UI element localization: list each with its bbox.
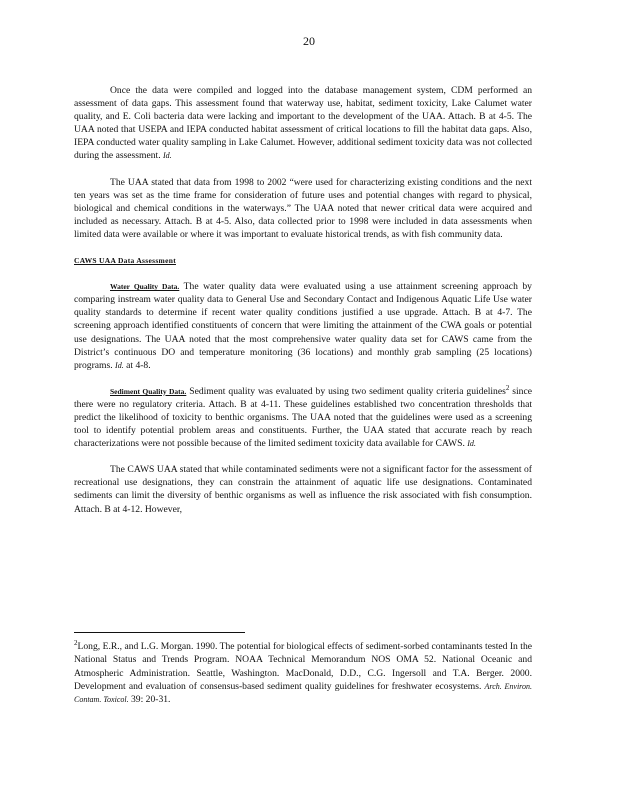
footnote-divider — [74, 632, 245, 633]
paragraph-text: Sediment quality was evaluated by using two sediment quality criteria guidelines — [186, 385, 506, 397]
page-number: 20 — [303, 34, 315, 48]
citation-tail: at 4-8. — [123, 359, 151, 371]
footnote-tail: 39: 20-31. — [128, 694, 171, 706]
paragraph-text: The CAWS UAA stated that while contaminated sediments were not a significant factor for the assessment of recreational use designations, they can constrain the attainment of aquatic life use designations. Contaminated sediments can limit the diversity of benthic organisms as well as influence the risk associated with fish consumption. Attach. B at 4-12. However, — [74, 464, 532, 515]
footnote-text: Long, E.R., and L.G. Morgan. 1990. The potential for biological effects of sediment-sorbed contaminants tested In the National Status and Trends Program. NOAA Technical Memorandum NOS OMA 52. National Oceanic and Atmospheric Administration. Seattle, Washington. MacDonald, D.D., C.G. Ingersoll and T.A. Berger. 2000. Development and evaluation of consensus-based sediment quality guidelines for freshwater ecosystems. — [74, 641, 532, 692]
footnote-reference: 2 — [505, 383, 510, 392]
citation: Id. — [115, 360, 124, 370]
paragraph-text: The UAA stated that data from 1998 to 2002 “were used for characterizing existing conditions and the next ten years was set as the time frame for consideration of future uses and potential changes with regard to physical, biological and chemical conditions in the waterways.” The UAA noted that newer critical data were acquired and included as necessary. Attach. B at 4-5. Also, data collected prior to 1998 were included in data assessments when limited data were available or where it was important to evaluate historical trends, as with fish community data. — [74, 176, 532, 240]
run-in-heading: Water Quality Data. — [110, 282, 180, 292]
paragraph-contaminated-sediments — [74, 463, 532, 515]
citation: Id. — [163, 151, 172, 161]
section-heading: CAWS UAA Data Assessment — [74, 256, 176, 266]
paragraph-text: Once the data were compiled and logged into the database management system, CDM performed an assessment of data gaps. This assessment found that waterway use, habitat, sediment toxicity, Lake Calumet water quality, and E. Coli bacteria data were lacking and important to the development of the UAA. Attach. B at 4-5. The UAA noted that USEPA and IEPA conducted habitat assessment of critical locations to fill the habitat data gaps. Also, IEPA conducted water quality sampling in Lake Calumet. However, additional sediment toxicity data was not collected during the assessment. — [74, 85, 532, 162]
paragraph-water-quality — [74, 280, 532, 372]
run-in-heading: Sediment Quality Data. — [110, 386, 187, 396]
paragraph-text: The water quality data were evaluated using a use attainment screening approach by comparing instream water quality data to General Use and Secondary Contact and Indigenous Aquatic Life Use water quality standards to determine if recent water quality conditions justified a use upgrade. Attach. B at 4-7. The screening approach identified constituents of concern that were limiting the attainment of the CWA goals or potential use designations. The UAA noted that the most comprehensive water quality data set for CAWS came from the District’s continuous DO and temperature monitoring (36 locations) and monthly grab sampling (25 locations) programs. — [74, 281, 532, 371]
citation: Id. — [467, 439, 476, 449]
document-body — [74, 84, 532, 529]
footnote — [74, 640, 532, 706]
footnote-marker: 2 — [74, 638, 78, 647]
footnote-journal: Arch. Environ. Contam. Toxicol. — [74, 681, 532, 705]
paragraph-data-range — [74, 176, 532, 241]
paragraph-data-gaps — [74, 84, 532, 163]
paragraph-text: since there were no regulatory criteria. Attach. B at 4-11. These guidelines established two concentration thresholds that predict the likelihood of toxicity to benthic organisms. The UAA noted that the guidelines were used as a screening tool to identify potential problem areas and constituents. Further, the UAA stated that accurate reach by reach characterizations were not possible because of the limited sediment toxicity data available for CAWS. — [74, 385, 532, 450]
paragraph-sediment-quality — [74, 385, 532, 450]
